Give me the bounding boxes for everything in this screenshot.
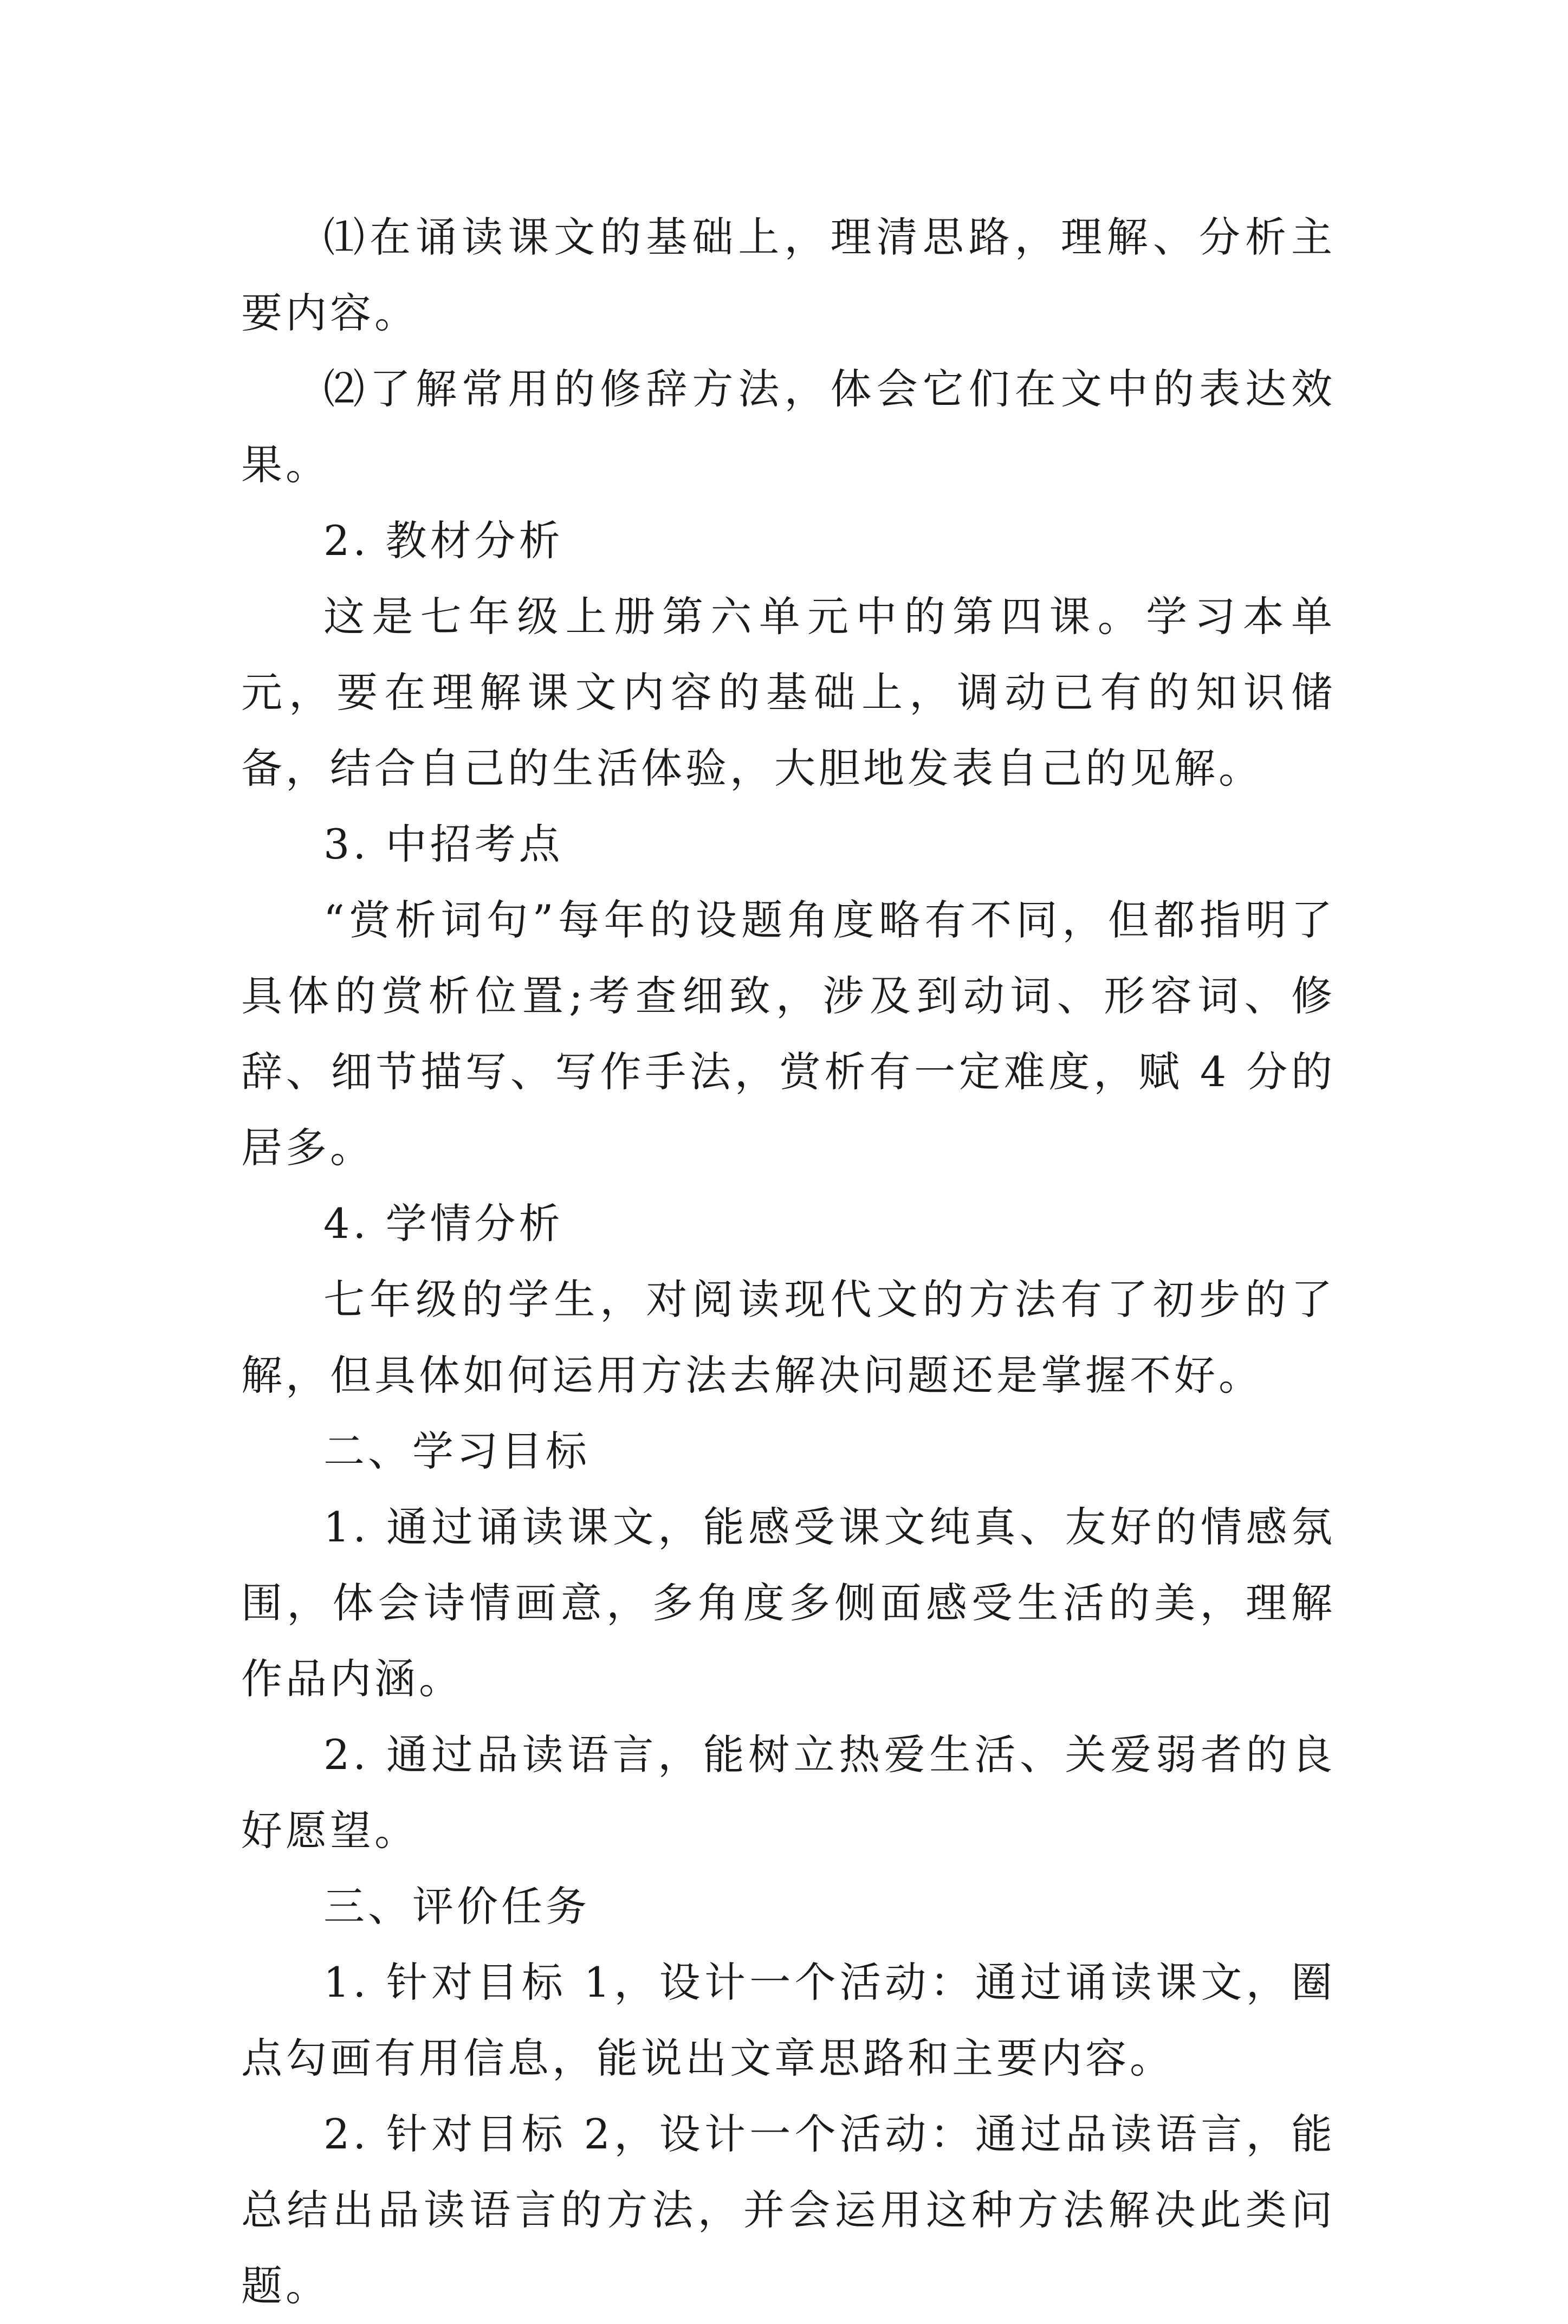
heading-textbook-analysis: 2. 教材分析 <box>323 517 563 565</box>
paragraph-task-2: 2. 针对目标 2，设计一个活动：通过品读语言，能总结出品读语言的方法，并会运用这种方法解决此类问题。 <box>241 2110 1336 2310</box>
paragraph-goal-1: 1. 通过诵读课文，能感受课文纯真、友好的情感氛围，体会诗情画意，多角度多侧面感受生活的美，理解作品内涵。 <box>241 1503 1336 1703</box>
paragraph-textbook-analysis: 这是七年级上册第六单元中的第四课。学习本单元，要在理解课文内容的基础上，调动已有的知识储备，结合自己的生活体验，大胆地发表自己的见解。 <box>241 592 1336 792</box>
paragraph-exam-points: “赏析词句”每年的设题角度略有不同，但都指明了具体的赏析位置;考查细致，涉及到动词、形容词、修辞、细节描写、写作手法，赏析有一定难度，赋 4 分的居多。 <box>241 896 1336 1172</box>
document-body <box>241 199 1336 2324</box>
paragraph-task-1: 1. 针对目标 1，设计一个活动：通过诵读课文，圈点勾画有用信息，能说出文章思路和主要内容。 <box>241 1958 1336 2082</box>
heading-student-analysis: 4. 学情分析 <box>323 1199 563 1248</box>
heading-evaluation-tasks: 三、评价任务 <box>323 1882 590 1931</box>
heading-learning-goals: 二、学习目标 <box>323 1427 590 1475</box>
paragraph-objective-2: ⑵了解常用的修辞方法，体会它们在文中的表达效果。 <box>241 365 1336 489</box>
paragraph-goal-2: 2. 通过品读语言，能树立热爱生活、关爱弱者的良好愿望。 <box>241 1731 1336 1855</box>
paragraph-objective-1: ⑴在诵读课文的基础上，理清思路，理解、分析主要内容。 <box>241 213 1336 337</box>
paragraph-student-analysis: 七年级的学生，对阅读现代文的方法有了初步的了解，但具体如何运用方法去解决问题还是掌握不好。 <box>241 1275 1336 1399</box>
heading-exam-points: 3. 中招考点 <box>323 820 563 868</box>
